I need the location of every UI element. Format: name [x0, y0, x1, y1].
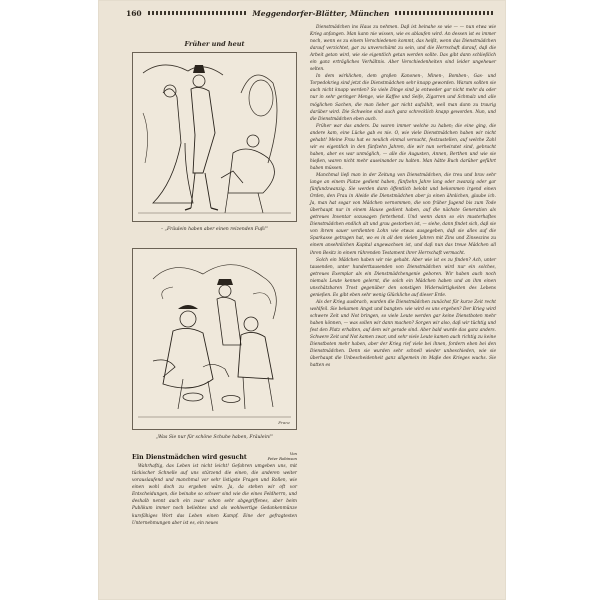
paragraph: Als der Krieg ausbrach, wurden die Dienstmädchen zunächst für kurze Zeit recht wohlfeil. Sie bekamen Angst und bangten: wie wird es uns ergehen? Der Krieg wird schwere Zeit und Not bringen, so viele Leute werden gar keine Dienstboten mehr haben können, — was sollen wir dann machen? Sorgen wir also, daß wir tüchtig und fest den Platz erhalten, auf dem wir gerade sind. Aber bald wurde das ganz anders. Schwere Zeit und Not kamen zwar, und sehr viele Leute kamen auch richtig zu keine Dienstboten mehr haben, aber der Krieg rief viele bei ihnen, fordern eben bei den Dienstmädchen. Denn sie wurden sehr schnell wieder unbeschieden, wie sie überhaupt die Unbescheidenheit ganz allgemein im Maße des Krieges wuchs. Sie hatten es: [310, 299, 496, 369]
paragraph: Wahrhaftig, das Leben ist nicht leicht! Gefahren umgeben uns, mit tückischer Schnelle auf uns stürzend die einen, die anderen weiter vorauslaufend und manchmal vor sehr listigste Fragen und Rollen, wie einen wohl doch zu ergeben wäre. Ja, da stehen wir oft vor Entscheidungen, die beinahe so schwer sind wie die eines Feldherrn, und deshalb nennt auch ein zwar schon sehr abgegriffenes, aber beim Publikum immer noch beliebtes und als wohlwertige Gedankenmünze kursfähiges Wort das Leben einen Kampf. Eine der gefragtesten Unternehmungen aber ist es, ein neues: [132, 464, 297, 526]
publication-title: Meggendorfer-Blätter, München: [252, 8, 390, 18]
paragraph: Früher war das anders. Da waren immer welche zu haben; die eine ging, die andere kam, eine Lücke gab es nie. O, wie viele Dienstmädchen haben wir nicht gehabt! Meine Frau hat es neulich einmal versucht, festzustellen, auf welche Zahl wir es eigentlich in den fünfzehn Jahren, die wir nun verheiratet sind, gebracht haben, aber es war unmöglich, — alle die Augusten, Annen, Berthen und wie sie hießen, waren nicht mehr auseinander zu halten. Man hätte Buch darüber geführt haben müssen.: [310, 123, 496, 171]
right-column: [310, 22, 496, 369]
left-column: [132, 22, 297, 527]
paragraph: Dienstmädchen ins Haus zu nehmen. Daß ist beinahe so wie — — nun etwa wie Krieg anfangen. Man kann nie wissen, wie es ablaufen wird. An dessen ist es immer noch, wenn es zu einem Verschiedenen kommt, das heißt, wenn das Dienstmädchen darauf verzichtet, gar zu unverschämt zu sein, und die Herrschaft darauf, daß die Arbeit getan wird, wie sie eigentlich getan werden sollte. Das gibt dann schließlich ein ganz erträgliches Verhältnis. Aber Verschiedenheiten sind leider ungeheuer selten.: [310, 25, 496, 73]
artist-signature: Franz: [278, 420, 290, 426]
article-title: Ein Dienstmädchen wird gesucht: [132, 454, 247, 462]
magazine-page: [98, 0, 506, 600]
figure-caption-1: – „Fräulein haben aber einen reizenden Fuß!“: [160, 227, 269, 232]
article-text-left: [132, 463, 297, 526]
paragraph: Solch ein Mädchen haben wir nie gehabt. Aber wie ist es zu finden? Ach, unter tausenden, unter hunderttausenden von Dienstmädchen wird nur ein solches, getreues Exemplar als ein Dienstmädchengenie geboren. Wir haben auch noch niemals Leute kennen gelernt, die solch ein Mädchen haben und an ihm einen unschätzbaren Trost gegenüber den sonstigen Widerwärtigkeiten des Lebens genießen. Es gibt eben sehr wenig Glückliche auf dieser Erde.: [310, 257, 496, 298]
illustration-then-and-now: [132, 52, 297, 222]
page-number: 160: [126, 8, 142, 18]
page-header: [126, 6, 494, 20]
header-rule-left: [148, 11, 247, 15]
article-text-right: [310, 24, 496, 369]
figure-caption-2: „Was Sie nur für schöne Schuhe haben, Fräulein!“: [155, 435, 274, 441]
cartoon-drawing-1: [133, 53, 296, 221]
illustration-shoes: [132, 248, 297, 430]
article-byline: [268, 452, 297, 461]
article-author: Peter Robinson: [267, 455, 297, 461]
byline-prefix: Von: [289, 451, 297, 457]
cartoon-drawing-2: [133, 249, 296, 429]
paragraph: Manchmal ließ man in der Zeitung von Dienstmädchen, die treu und brav sehr lange an einem Platze gedient haben, fünfzehn Jahre lang oder zwanzig oder gar fünfundzwanzig. Sie werden dann öffentlich belobt und bekommen irgend einen Orden, den Frau in Aleide die Dienstmädchen aber ja einen ähnlichen, glaube ich. Ja, man hat sogar von Mädchen vernommen, die von früher Jugend bis zum Tode überhaupt nur in einem Hause gedient haben, auf die nächste Generation als getreues Inventar sozusagen forterbend. Und wenn dann so ein musterhaftes Dienstmädchen endlich alt und grau gestorben ist, — siehe, dann findet sich, daß sie von ihrem sauer verdienten Lohn wie etwas ausgegeben, daß sie alles auf die Sparkasse getragen hat, wo es in all den vielen Jahren mit Zins und Zinseszins zu einem ansehnlichen Kapital angewachsen ist, und daß nun das treue Mädchen all ihren Besitz in einem rührenden Testament ihrer Herrschaft vermacht.: [310, 172, 496, 256]
paragraph: In dem wirklichen, dem großen Kanonen-, Minen-, Bomben-, Gas- und Torpedokrieg sind jetzt die Dienstmädchen sehr knapp geworden. Warum sollten sie auch nicht knapp werden? So viele Dinge sind ja entweder gar nicht mehr da oder nur in sehr geringer Menge, wie Kaffee und Seife, Zigarren und Schmalz und alle möglichen Sachen, die man lieber gar nicht aufzählt, weil man dann zu traurig darüber wird. Die Schweine sind auch ganz schrecklich knapp geworden. Nun, und die Dienstmädchen eben auch.: [310, 74, 496, 122]
header-rule-right: [395, 11, 494, 15]
article-heading: [132, 452, 297, 461]
figure-title: Früher und heut: [184, 40, 245, 48]
